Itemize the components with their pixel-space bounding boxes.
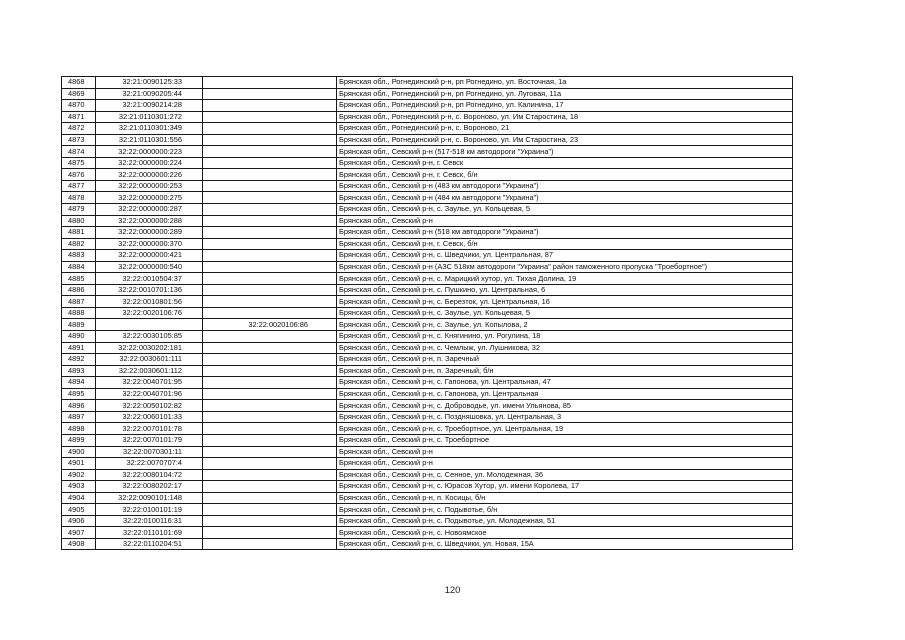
cadastral-number-alt — [203, 377, 337, 389]
row-number: 4876 — [62, 169, 96, 181]
table-row — [62, 342, 793, 354]
cadastral-number-alt — [203, 469, 337, 481]
row-number: 4884 — [62, 261, 96, 273]
cadastral-number: 32:22:0070301:11 — [96, 446, 203, 458]
address: Брянская обл., Севский р-н, с. Подывотье, ул. Молодежная, 51 — [337, 515, 793, 527]
table-row — [62, 100, 793, 112]
row-number: 4893 — [62, 365, 96, 377]
table-row — [62, 377, 793, 389]
table-row — [62, 180, 793, 192]
table-row — [62, 215, 793, 227]
address: Брянская обл., Севский р-н, с. Доброводье, ул. имени Ульянова, 85 — [337, 400, 793, 412]
cadastral-number-alt — [203, 296, 337, 308]
row-number: 4888 — [62, 307, 96, 319]
cadastral-number: 32:21:0110301:349 — [96, 123, 203, 135]
cadastral-number-alt — [203, 123, 337, 135]
row-number: 4891 — [62, 342, 96, 354]
cadastral-number-alt — [203, 504, 337, 516]
table-row — [62, 365, 793, 377]
address: Брянская обл., Севский р-н (484 км автодороги "Украина") — [337, 192, 793, 204]
page-number: 120 — [444, 585, 461, 596]
table-row — [62, 157, 793, 169]
registry-body — [62, 77, 793, 550]
row-number: 4880 — [62, 215, 96, 227]
cadastral-number-alt — [203, 446, 337, 458]
cadastral-number: 32:22:0000000:253 — [96, 180, 203, 192]
row-number: 4902 — [62, 469, 96, 481]
cadastral-number-alt — [203, 400, 337, 412]
row-number: 4870 — [62, 100, 96, 112]
address: Брянская обл., Рогнединский р-н, с. Вороново, 21 — [337, 123, 793, 135]
cadastral-number — [96, 319, 203, 331]
row-number: 4894 — [62, 377, 96, 389]
table-row — [62, 481, 793, 493]
cadastral-number: 32:22:0030105:85 — [96, 331, 203, 343]
row-number: 4886 — [62, 284, 96, 296]
cadastral-number: 32:22:0000000:275 — [96, 192, 203, 204]
address: Брянская обл., Севский р-н, п. Заречный, б/н — [337, 365, 793, 377]
table-row — [62, 284, 793, 296]
address: Брянская обл., Рогнединский р-н, с. Вороново, ул. Им Старостина, 23 — [337, 134, 793, 146]
cadastral-number: 32:22:0040701:96 — [96, 388, 203, 400]
cadastral-number: 32:22:0010504:37 — [96, 273, 203, 285]
row-number: 4908 — [62, 538, 96, 550]
table-row — [62, 123, 793, 135]
cadastral-number: 32:22:0100116:31 — [96, 515, 203, 527]
table-row — [62, 458, 793, 470]
table-row — [62, 307, 793, 319]
cadastral-number-alt — [203, 215, 337, 227]
address: Брянская обл., Севский р-н, с. Марицкий хутор, ул. Тихая Долина, 19 — [337, 273, 793, 285]
address: Брянская обл., Рогнединский р-н, с. Вороново, ул. Им Старостина, 18 — [337, 111, 793, 123]
cadastral-number: 32:22:0000000:421 — [96, 250, 203, 262]
row-number: 4874 — [62, 146, 96, 158]
cadastral-number-alt — [203, 365, 337, 377]
cadastral-number-alt — [203, 100, 337, 112]
row-number: 4885 — [62, 273, 96, 285]
address: Брянская обл., Севский р-н, с. Заулье, ул. Копылова, 2 — [337, 319, 793, 331]
address: Брянская обл., Севский р-н, с. Троебортное — [337, 434, 793, 446]
table-row — [62, 538, 793, 550]
cadastral-number-alt — [203, 77, 337, 89]
cadastral-number: 32:22:0030601:111 — [96, 354, 203, 366]
table-row — [62, 169, 793, 181]
cadastral-number-alt — [203, 515, 337, 527]
cadastral-number-alt — [203, 111, 337, 123]
cadastral-number: 32:22:0010801:56 — [96, 296, 203, 308]
address: Брянская обл., Севский р-н — [337, 215, 793, 227]
cadastral-number: 32:22:0000000:287 — [96, 204, 203, 216]
address: Брянская обл., Севский р-н, с. Сенное, ул. Молодежная, 36 — [337, 469, 793, 481]
row-number: 4872 — [62, 123, 96, 135]
address: Брянская обл., Севский р-н, с. Гапонова, ул. Центральная, 47 — [337, 377, 793, 389]
table-row — [62, 238, 793, 250]
address: Брянская обл., Севский р-н, с. Пушкино, ул. Центральная, 6 — [337, 284, 793, 296]
cadastral-number: 32:21:0110301:272 — [96, 111, 203, 123]
row-number: 4901 — [62, 458, 96, 470]
table-row — [62, 192, 793, 204]
row-number: 4878 — [62, 192, 96, 204]
cadastral-number: 32:22:0020106:76 — [96, 307, 203, 319]
address: Брянская обл., Севский р-н, с. Чемлыж, ул. Лушникова, 32 — [337, 342, 793, 354]
cadastral-number-alt — [203, 434, 337, 446]
cadastral-number: 32:22:0050102:82 — [96, 400, 203, 412]
cadastral-number-alt — [203, 458, 337, 470]
cadastral-number: 32:22:0070101:79 — [96, 434, 203, 446]
address: Брянская обл., Севский р-н — [337, 446, 793, 458]
cadastral-number: 32:21:0090125:33 — [96, 77, 203, 89]
table-row — [62, 273, 793, 285]
cadastral-number-alt — [203, 538, 337, 550]
address: Брянская обл., Севский р-н (АЗС 518км автодороги "Украина" район таможенного пропуска "Троебортное") — [337, 261, 793, 273]
table-row — [62, 319, 793, 331]
cadastral-number: 32:21:0090214:28 — [96, 100, 203, 112]
row-number: 4887 — [62, 296, 96, 308]
cadastral-number-alt — [203, 423, 337, 435]
cadastral-number-alt — [203, 146, 337, 158]
address: Брянская обл., Севский р-н, с. Новоямское — [337, 527, 793, 539]
address: Брянская обл., Севский р-н, с. Березток, ул. Центральная, 16 — [337, 296, 793, 308]
row-number: 4889 — [62, 319, 96, 331]
cadastral-number: 32:22:0000000:289 — [96, 227, 203, 239]
address: Брянская обл., Севский р-н, с. Княгинино, ул. Рогулина, 18 — [337, 331, 793, 343]
row-number: 4881 — [62, 227, 96, 239]
row-number: 4899 — [62, 434, 96, 446]
row-number: 4904 — [62, 492, 96, 504]
address: Брянская обл., Севский р-н, г. Севск, б/н — [337, 238, 793, 250]
cadastral-number-alt — [203, 527, 337, 539]
table-row — [62, 446, 793, 458]
cadastral-number-alt — [203, 342, 337, 354]
cadastral-number-alt — [203, 492, 337, 504]
cadastral-number: 32:22:0000000:288 — [96, 215, 203, 227]
address: Брянская обл., Севский р-н, с. Шведчики, ул. Центральная, 87 — [337, 250, 793, 262]
cadastral-number-alt — [203, 204, 337, 216]
cadastral-number: 32:22:0030202:181 — [96, 342, 203, 354]
cadastral-number: 32:22:0000000:226 — [96, 169, 203, 181]
row-number: 4906 — [62, 515, 96, 527]
cadastral-number: 32:22:0000000:540 — [96, 261, 203, 273]
address: Брянская обл., Севский р-н, п. Косицы, б/н — [337, 492, 793, 504]
table-row — [62, 504, 793, 516]
address: Брянская обл., Севский р-н, с. Троебортное, ул. Центральная, 19 — [337, 423, 793, 435]
cadastral-number: 32:22:0080104:72 — [96, 469, 203, 481]
row-number: 4898 — [62, 423, 96, 435]
cadastral-number-alt — [203, 227, 337, 239]
table-row — [62, 388, 793, 400]
address: Брянская обл., Севский р-н, с. Юрасов Хутор, ул. имени Королева, 17 — [337, 481, 793, 493]
row-number: 4903 — [62, 481, 96, 493]
row-number: 4897 — [62, 411, 96, 423]
row-number: 4879 — [62, 204, 96, 216]
cadastral-number-alt — [203, 331, 337, 343]
row-number: 4907 — [62, 527, 96, 539]
address: Брянская обл., Севский р-н (517-518 км автодороги "Украина") — [337, 146, 793, 158]
cadastral-number-alt — [203, 250, 337, 262]
table-row — [62, 134, 793, 146]
row-number: 4869 — [62, 88, 96, 100]
table-row — [62, 400, 793, 412]
row-number: 4871 — [62, 111, 96, 123]
address: Брянская обл., Севский р-н — [337, 458, 793, 470]
cadastral-number: 32:22:0090101:148 — [96, 492, 203, 504]
address: Брянская обл., Севский р-н, с. Шведчики, ул. Новая, 15А — [337, 538, 793, 550]
cadastral-number: 32:22:0080202:17 — [96, 481, 203, 493]
address: Брянская обл., Севский р-н, с. Поздняшовка, ул. Центральная, 3 — [337, 411, 793, 423]
row-number: 4868 — [62, 77, 96, 89]
cadastral-number-alt — [203, 388, 337, 400]
address: Брянская обл., Севский р-н, г. Севск, б/н — [337, 169, 793, 181]
table-row — [62, 492, 793, 504]
cadastral-number-alt — [203, 169, 337, 181]
table-row — [62, 111, 793, 123]
table-row — [62, 411, 793, 423]
cadastral-number: 32:22:0110204:51 — [96, 538, 203, 550]
cadastral-number-alt — [203, 284, 337, 296]
table-row — [62, 250, 793, 262]
cadastral-number: 32:22:0000000:224 — [96, 157, 203, 169]
table-row — [62, 527, 793, 539]
row-number: 4905 — [62, 504, 96, 516]
row-number: 4877 — [62, 180, 96, 192]
row-number: 4890 — [62, 331, 96, 343]
table-row — [62, 423, 793, 435]
cadastral-number-alt — [203, 481, 337, 493]
table-row — [62, 88, 793, 100]
table-row — [62, 77, 793, 89]
table-row — [62, 204, 793, 216]
cadastral-number: 32:22:0040701:95 — [96, 377, 203, 389]
table-row — [62, 354, 793, 366]
cadastral-number-alt — [203, 238, 337, 250]
table-row — [62, 515, 793, 527]
cadastral-number: 32:21:0110301:556 — [96, 134, 203, 146]
address: Брянская обл., Севский р-н (518 км автодороги "Украина") — [337, 227, 793, 239]
cadastral-number: 32:21:0090205:44 — [96, 88, 203, 100]
row-number: 4882 — [62, 238, 96, 250]
cadastral-number-alt — [203, 261, 337, 273]
cadastral-number: 32:22:0070101:78 — [96, 423, 203, 435]
cadastral-number-alt — [203, 192, 337, 204]
cadastral-number-alt — [203, 411, 337, 423]
cadastral-number: 32:22:0100101:19 — [96, 504, 203, 516]
address: Брянская обл., Севский р-н, с. Заулье, ул. Кольцевая, 5 — [337, 307, 793, 319]
address: Брянская обл., Севский р-н, с. Заулье, ул. Кольцевая, 5 — [337, 204, 793, 216]
table-row — [62, 434, 793, 446]
cadastral-number-alt: 32:22:0020106:86 — [203, 319, 337, 331]
cadastral-number: 32:22:0060101:33 — [96, 411, 203, 423]
row-number: 4892 — [62, 354, 96, 366]
cadastral-number-alt — [203, 354, 337, 366]
row-number: 4875 — [62, 157, 96, 169]
cadastral-number-alt — [203, 307, 337, 319]
address: Брянская обл., Рогнединский р-н, рп Рогнедино, ул. Луговая, 11а — [337, 88, 793, 100]
cadastral-number-alt — [203, 88, 337, 100]
cadastral-number-alt — [203, 157, 337, 169]
registry-table — [61, 76, 793, 550]
address: Брянская обл., Севский р-н, п. Заречный — [337, 354, 793, 366]
table-row — [62, 261, 793, 273]
address: Брянская обл., Рогнединский р-н, рп Рогнедино, ул. Восточная, 1а — [337, 77, 793, 89]
cadastral-number: 32:22:0010701:136 — [96, 284, 203, 296]
address: Брянская обл., Севский р-н, г. Севск — [337, 157, 793, 169]
cadastral-number: 32:22:0000000:370 — [96, 238, 203, 250]
address: Брянская обл., Рогнединский р-н, рп Рогнедино, ул. Калинина, 17 — [337, 100, 793, 112]
cadastral-number-alt — [203, 180, 337, 192]
table-row — [62, 227, 793, 239]
row-number: 4900 — [62, 446, 96, 458]
cadastral-number-alt — [203, 273, 337, 285]
cadastral-number-alt — [203, 134, 337, 146]
address: Брянская обл., Севский р-н (483 км автодороги "Украина") — [337, 180, 793, 192]
cadastral-number: 32:22:0070707:4 — [96, 458, 203, 470]
table-row — [62, 331, 793, 343]
row-number: 4895 — [62, 388, 96, 400]
row-number: 4883 — [62, 250, 96, 262]
cadastral-number: 32:22:0000000:223 — [96, 146, 203, 158]
address: Брянская обл., Севский р-н, с. Подывотье, б/н — [337, 504, 793, 516]
cadastral-number: 32:22:0030601:112 — [96, 365, 203, 377]
cadastral-number: 32:22:0110101:69 — [96, 527, 203, 539]
table-row — [62, 296, 793, 308]
table-row — [62, 469, 793, 481]
table-row — [62, 146, 793, 158]
row-number: 4896 — [62, 400, 96, 412]
address: Брянская обл., Севский р-н, с. Гапонова, ул. Центральная — [337, 388, 793, 400]
row-number: 4873 — [62, 134, 96, 146]
